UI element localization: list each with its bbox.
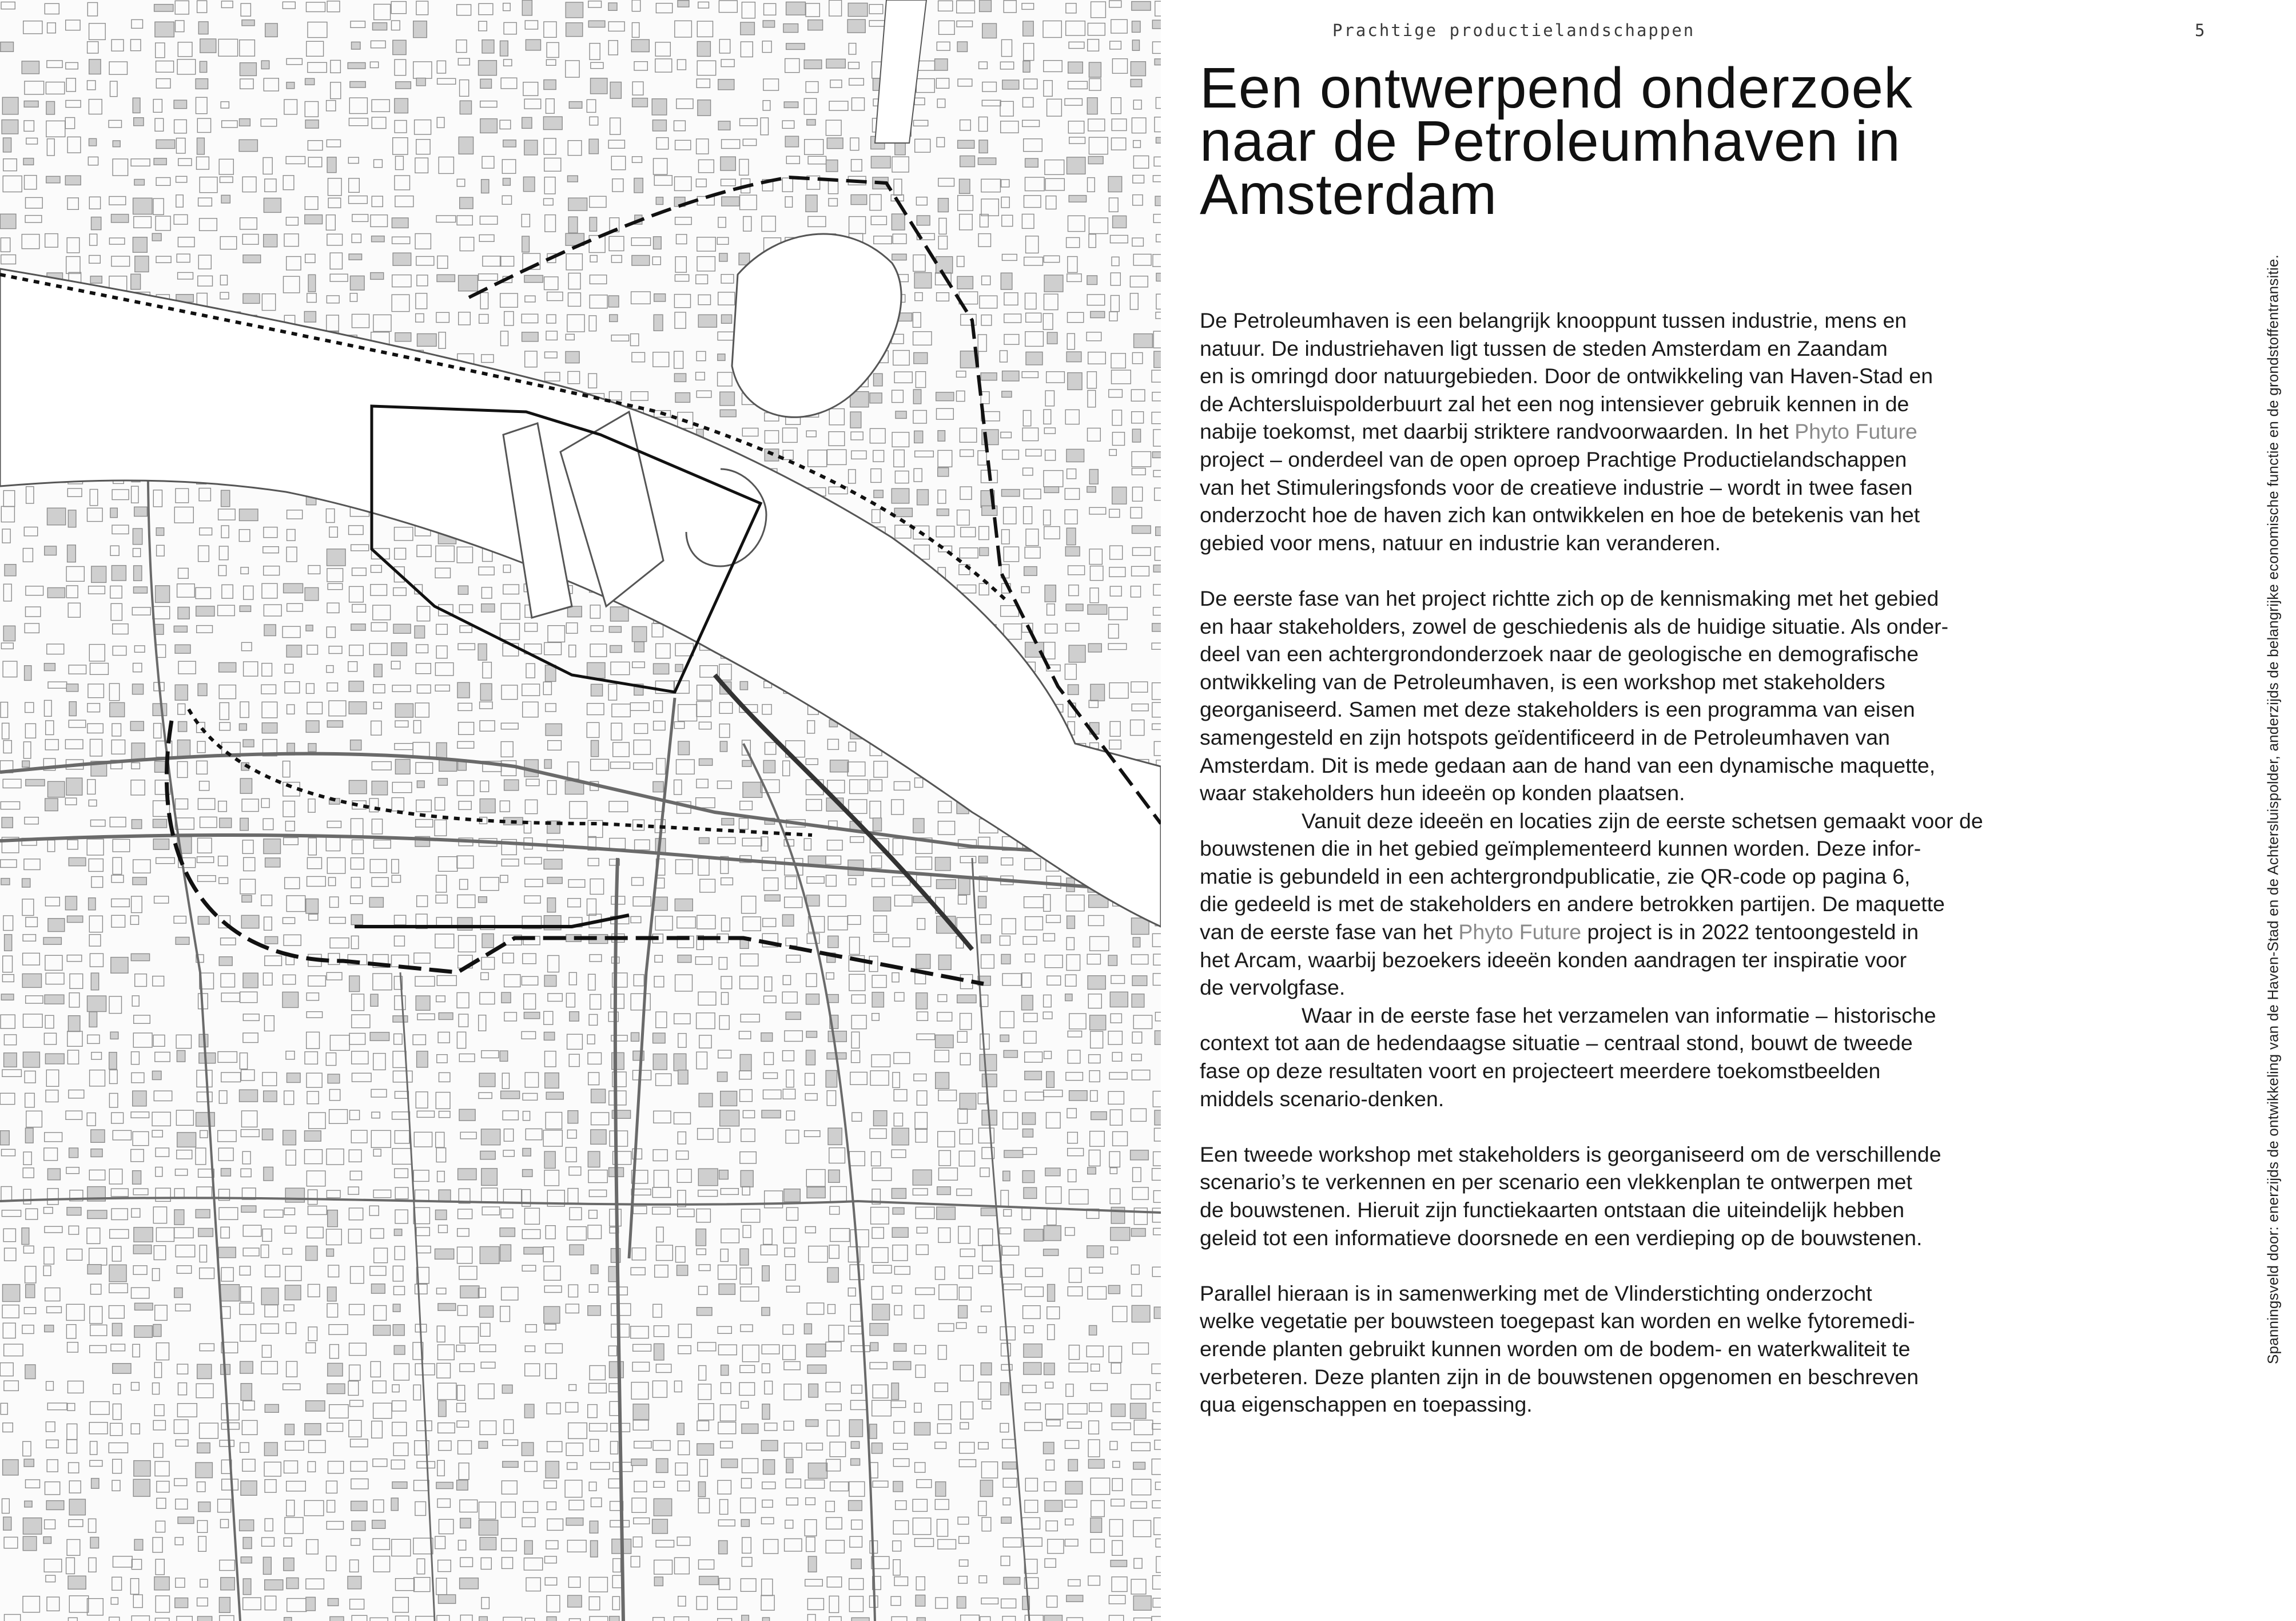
text-line — [1200, 418, 2023, 446]
title-line: naar de Petroleumhaven in — [1200, 109, 1901, 173]
body-text — [1200, 307, 2023, 1419]
page-title — [1200, 56, 2058, 227]
text-line: qua eigenschappen en toepassing. — [1200, 1392, 1533, 1417]
text-line: Amsterdam. Dit is mede gedaan aan de hand van een dynamische maquette, — [1200, 753, 1936, 777]
text-line: samengesteld en zijn hotspots geïdentificeerd in de Petroleumhaven van — [1200, 725, 1891, 749]
paragraph-sketches — [1200, 807, 2023, 1002]
text-segment: nabije toekomst, met daarbij striktere randvoorwaarden. In het — [1200, 419, 1795, 444]
running-header: Prachtige productielandschappen — [1332, 21, 1696, 40]
text-line: geleid tot een informatieve doorsnede en een verdieping op de bouwstenen. — [1200, 1225, 1923, 1250]
text-line: en is omringd door natuurgebieden. Door de ontwikkeling van Haven-Stad en — [1200, 364, 1933, 388]
vertical-side-note: Spanningsveld door: enerzijds de ontwikkeling van de Haven-Stad en de Achtersluispolder, anderzijds de belangrijke economische functie en de grondstoffentransitie. — [2264, 255, 2282, 1364]
text-line: De Petroleumhaven is een belangrijk knooppunt tussen industrie, mens en — [1200, 308, 1907, 332]
text-line: de Achtersluispolderbuurt zal het een nog intensiever gebruik kennen in de — [1200, 391, 1909, 416]
text-line: matie is gebundeld in een achtergrondpublicatie, zie QR-code op pagina 6, — [1200, 864, 1911, 888]
project-name-highlight: Phyto Future — [1794, 419, 1917, 444]
text-line: bouwstenen die in het gebied geïmplementeerd kunnen worden. Deze infor- — [1200, 836, 1921, 861]
paragraph-intro — [1200, 307, 2023, 557]
text-line: onderzocht hoe de haven zich kan ontwikkelen en hoe de betekenis van het — [1200, 503, 1920, 527]
page-number: 5 — [2195, 21, 2205, 40]
text-line: en haar stakeholders, zowel de geschiedenis als de huidige situatie. Als onder- — [1200, 614, 1949, 638]
text-line: project – onderdeel van de open oproep Prachtige Productielandschappen — [1200, 447, 1907, 471]
text-segment: van de eerste fase van het — [1200, 920, 1459, 944]
paragraph-second-phase — [1200, 1002, 2023, 1113]
text-line: fase op deze resultaten voort en projecteert meerdere toekomstbeelden — [1200, 1059, 1881, 1083]
paragraph-vegetation — [1200, 1280, 2023, 1419]
text-line: ontwikkeling van de Petroleumhaven, is een workshop met stakeholders — [1200, 669, 1885, 694]
text-line: de vervolgfase. — [1200, 975, 1346, 1000]
text-line: scenario’s te verkennen en per scenario een vlekkenplan te ontwerpen met — [1200, 1170, 1912, 1194]
text-line: Parallel hieraan is in samenwerking met de Vlinderstichting onderzocht — [1200, 1281, 1872, 1305]
text-line: gebied voor mens, natuur en industrie kan veranderen. — [1200, 530, 1721, 555]
text-line: natuur. De industriehaven ligt tussen de steden Amsterdam en Zaandam — [1200, 336, 1888, 360]
text-line: Vanuit deze ideeën en locaties zijn de eerste schetsen gemaakt voor de — [1302, 808, 1983, 833]
text-line: deel van een achtergrondonderzoek naar de geologische en demografische — [1200, 642, 1919, 666]
text-line: middels scenario-denken. — [1200, 1086, 1445, 1111]
text-line: verbeteren. Deze planten zijn in de bouwstenen opgenomen en beschreven — [1200, 1364, 1919, 1389]
text-line: die gedeeld is met de stakeholders en andere betrokken partijen. De maquette — [1200, 892, 1945, 916]
text-line: Een tweede workshop met stakeholders is georganiseerd om de verschillende — [1200, 1142, 1941, 1166]
text-line: Waar in de eerste fase het verzamelen van informatie – historische — [1302, 1003, 1936, 1027]
text-line: georganiseerd. Samen met deze stakeholders is een programma van eisen — [1200, 697, 1915, 722]
project-name-highlight: Phyto Future — [1458, 920, 1582, 944]
text-line: context tot aan de hedendaagse situatie – centraal stond, bouwt de tweede — [1200, 1031, 1913, 1055]
title-line: Amsterdam — [1200, 162, 1498, 227]
text-line: de bouwstenen. Hieruit zijn functiekaarten ontstaan die uiteindelijk hebben — [1200, 1198, 1905, 1222]
text-line: welke vegetatie per bouwsteen toegepast kan worden en welke fytoremedi- — [1200, 1309, 1915, 1333]
text-line: De eerste fase van het project richtte zich op de kennismaking met het gebied — [1200, 586, 1939, 610]
text-line: het Arcam, waarbij bezoekers ideeën konden aandragen ter inspiratie voor — [1200, 947, 1907, 972]
text-line: erende planten gebruikt kunnen worden om de bodem- en waterkwaliteit te — [1200, 1336, 1911, 1361]
text-line: waar stakeholders hun ideeën op konden plaatsen. — [1200, 781, 1685, 805]
paragraph-second-workshop — [1200, 1141, 2023, 1251]
text-segment: project is in 2022 tentoongesteld in — [1581, 920, 1919, 944]
title-line: Een ontwerpend onderzoek — [1200, 56, 1913, 120]
text-line — [1200, 918, 2023, 946]
paragraph-first-phase — [1200, 585, 2023, 807]
text-line: van het Stimuleringsfonds voor de creatieve industrie – wordt in twee fasen — [1200, 475, 1913, 499]
